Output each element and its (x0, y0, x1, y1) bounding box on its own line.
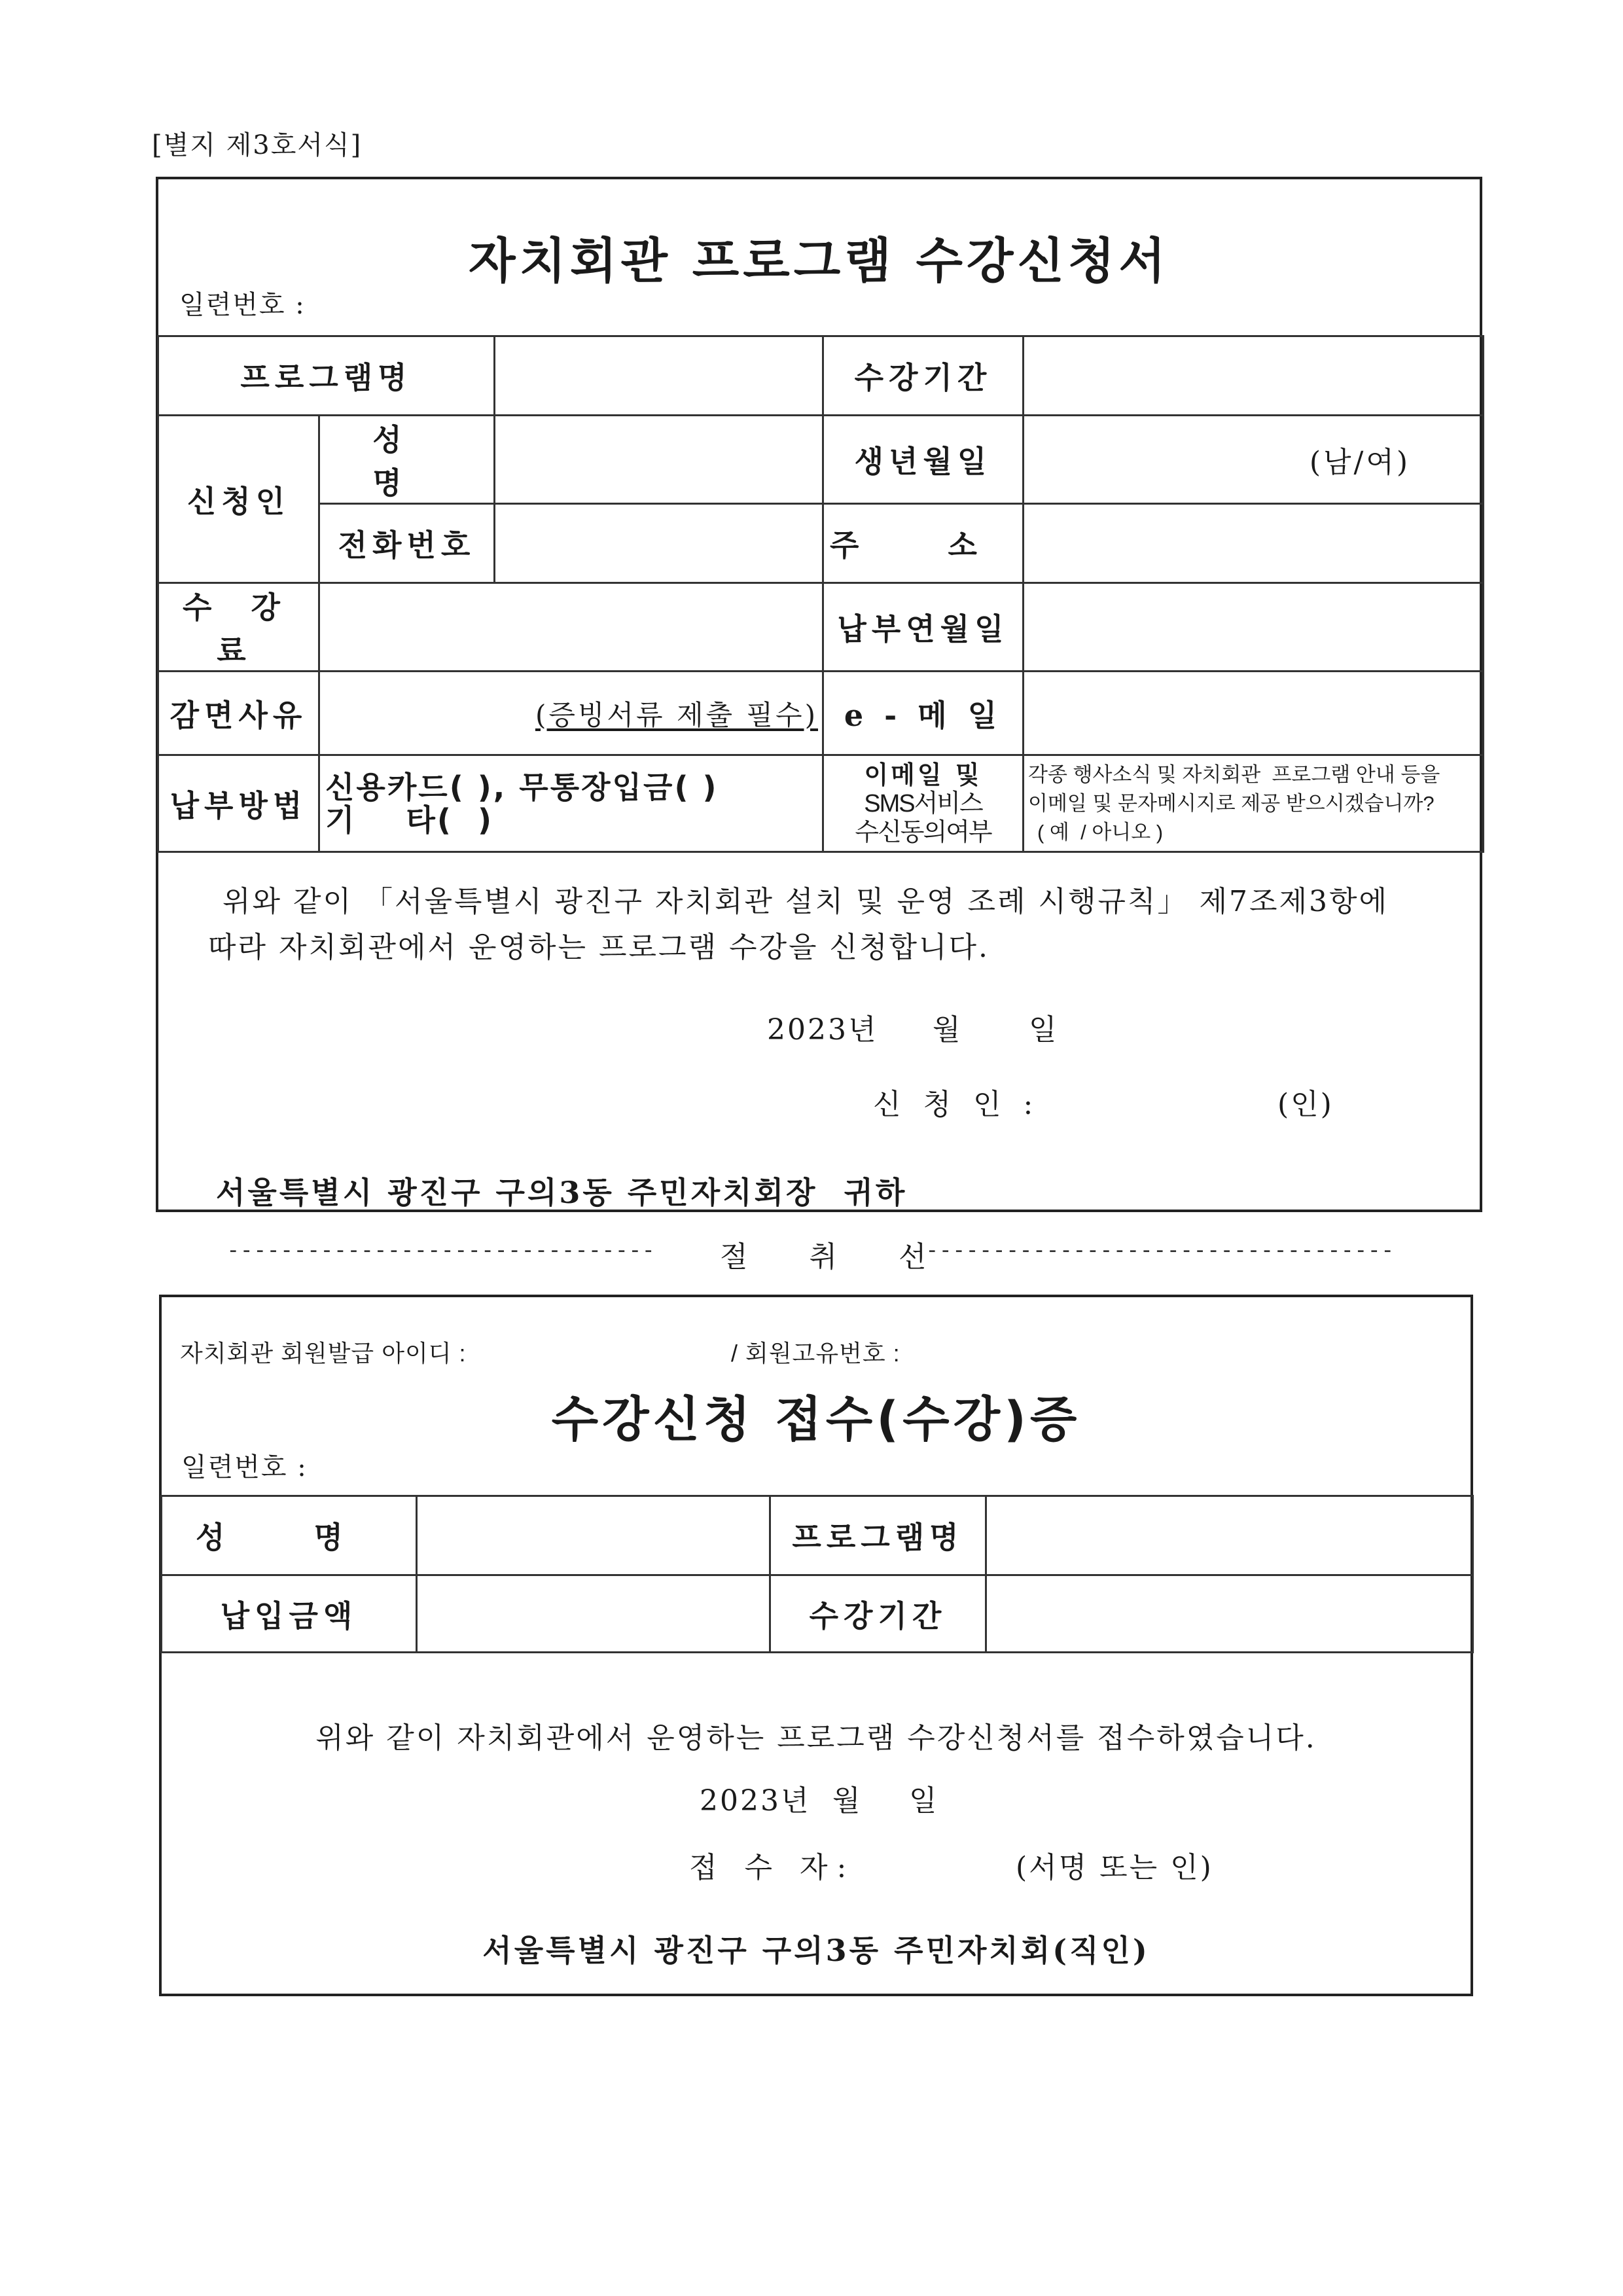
gender-text: (남/여) (1309, 446, 1410, 479)
application-date-year: 2023년 (767, 1013, 878, 1047)
application-date-month: 월 (933, 1013, 963, 1047)
form-number: [별지 제3호서식] (152, 130, 363, 160)
cut-line-dashes-right: ----------------------------------- (925, 1237, 1395, 1263)
applicant-label: 신청인 (158, 416, 319, 583)
program-name-field[interactable] (495, 336, 823, 416)
statement-line-2: 따라 자치회관에서 운영하는 프로그램 수강을 신청합니다. (208, 931, 990, 964)
receipt-program-name-label: 프로그램명 (770, 1496, 986, 1575)
address-field[interactable] (1024, 504, 1484, 583)
payment-date-field[interactable] (1024, 583, 1484, 672)
applicant-signature-label: 신 청 인 : (873, 1088, 1040, 1121)
receipt-name-field[interactable] (417, 1496, 770, 1575)
seal-mark: (인) (1277, 1088, 1334, 1121)
serial-number-label: 일련번호 : (179, 290, 306, 320)
consent-options: ( 예 / 아니오 ) (1037, 820, 1164, 844)
issuer: 서울특별시 광진구 구의3동 주민자치회(직인) (482, 1933, 1150, 1968)
application-form (156, 177, 1482, 1212)
receipt-form (159, 1295, 1473, 1996)
period-field[interactable] (1024, 336, 1484, 416)
receipt-statement: 위와 같이 자치회관에서 운영하는 프로그램 수강신청서를 접수하였습니다. (315, 1721, 1317, 1755)
consent-text-line1: 각종 행사소식 및 자치회관 프로그램 안내 등을 (1028, 762, 1440, 786)
fee-label: 수 강 료 (158, 583, 319, 672)
payment-date-label: 납부연월일 (823, 583, 1024, 672)
program-name-label: 프로그램명 (158, 336, 495, 416)
consent-text-line2: 이메일 및 문자메시지로 제공 받으시겠습니까? (1028, 791, 1435, 815)
email-label: e - 메 일 (823, 672, 1024, 755)
receiver-label: 접 수 자: (689, 1851, 856, 1884)
receipt-name-label: 성 명 (162, 1496, 417, 1575)
application-title: 자치회관 프로그램 수강신청서 (469, 233, 1169, 289)
fee-field[interactable] (319, 583, 823, 672)
receipt-table (160, 1495, 1474, 1653)
name-label: 성 명 (319, 416, 495, 504)
paid-amount-label: 납입금액 (162, 1575, 417, 1653)
paid-amount-field[interactable] (417, 1575, 770, 1653)
phone-label: 전화번호 (319, 504, 495, 583)
payment-method-label: 납부방법 (158, 755, 319, 852)
cut-line-label: 절 취 선 (720, 1240, 953, 1274)
reduction-reason-field[interactable] (319, 672, 823, 755)
application-date-day: 일 (1029, 1013, 1059, 1047)
payment-method-field[interactable] (319, 755, 823, 852)
consent-label-line1: 이메일 및 (864, 759, 982, 789)
receipt-serial-number-label: 일련번호 : (181, 1452, 308, 1482)
receipt-date-day: 일 (909, 1784, 939, 1818)
period-label: 수강기간 (823, 336, 1024, 416)
consent-label-line3: 수신동의여부 (855, 818, 991, 846)
consent-label-line2: SMS서비스 (864, 789, 982, 817)
birth-date-label: 생년월일 (823, 416, 1024, 504)
consent-label (823, 755, 1024, 852)
member-number-label: / 회원고유번호 : (731, 1340, 901, 1367)
consent-field[interactable] (1024, 755, 1484, 852)
statement-line-1: 위와 같이 「서울특별시 광진구 자치회관 설치 및 운영 조례 시행규칙」 제7조제3항에 (223, 885, 1389, 918)
reduction-note: (증빙서류 제출 필수) (535, 698, 818, 731)
name-field[interactable] (495, 416, 823, 504)
receipt-date-month: 월 (832, 1784, 863, 1818)
receipt-period-field[interactable] (986, 1575, 1473, 1653)
receiver-signature: (서명 또는 인) (1016, 1851, 1213, 1884)
address-label: 주 소 (823, 504, 1024, 583)
receipt-title: 수강신청 접수(수강)증 (551, 1391, 1081, 1448)
birth-date-field[interactable] (1024, 416, 1484, 504)
payment-method-other: 기 타( ) (325, 802, 494, 838)
reduction-reason-label: 감면사유 (158, 672, 319, 755)
receipt-program-name-field[interactable] (986, 1496, 1473, 1575)
cut-line-dashes-left: -------------------------------- (226, 1237, 656, 1263)
email-field[interactable] (1024, 672, 1484, 755)
phone-field[interactable] (495, 504, 823, 583)
payment-method-options: 신용카드( ), 무통장입금( ) (325, 769, 719, 805)
member-id-label: 자치회관 회원발급 아이디 : (180, 1340, 467, 1367)
application-table (157, 335, 1484, 853)
receipt-period-label: 수강기간 (770, 1575, 986, 1653)
addressee: 서울특별시 광진구 구의3동 주민자치회장 귀하 (216, 1175, 908, 1210)
receipt-date-year: 2023년 (700, 1784, 811, 1818)
